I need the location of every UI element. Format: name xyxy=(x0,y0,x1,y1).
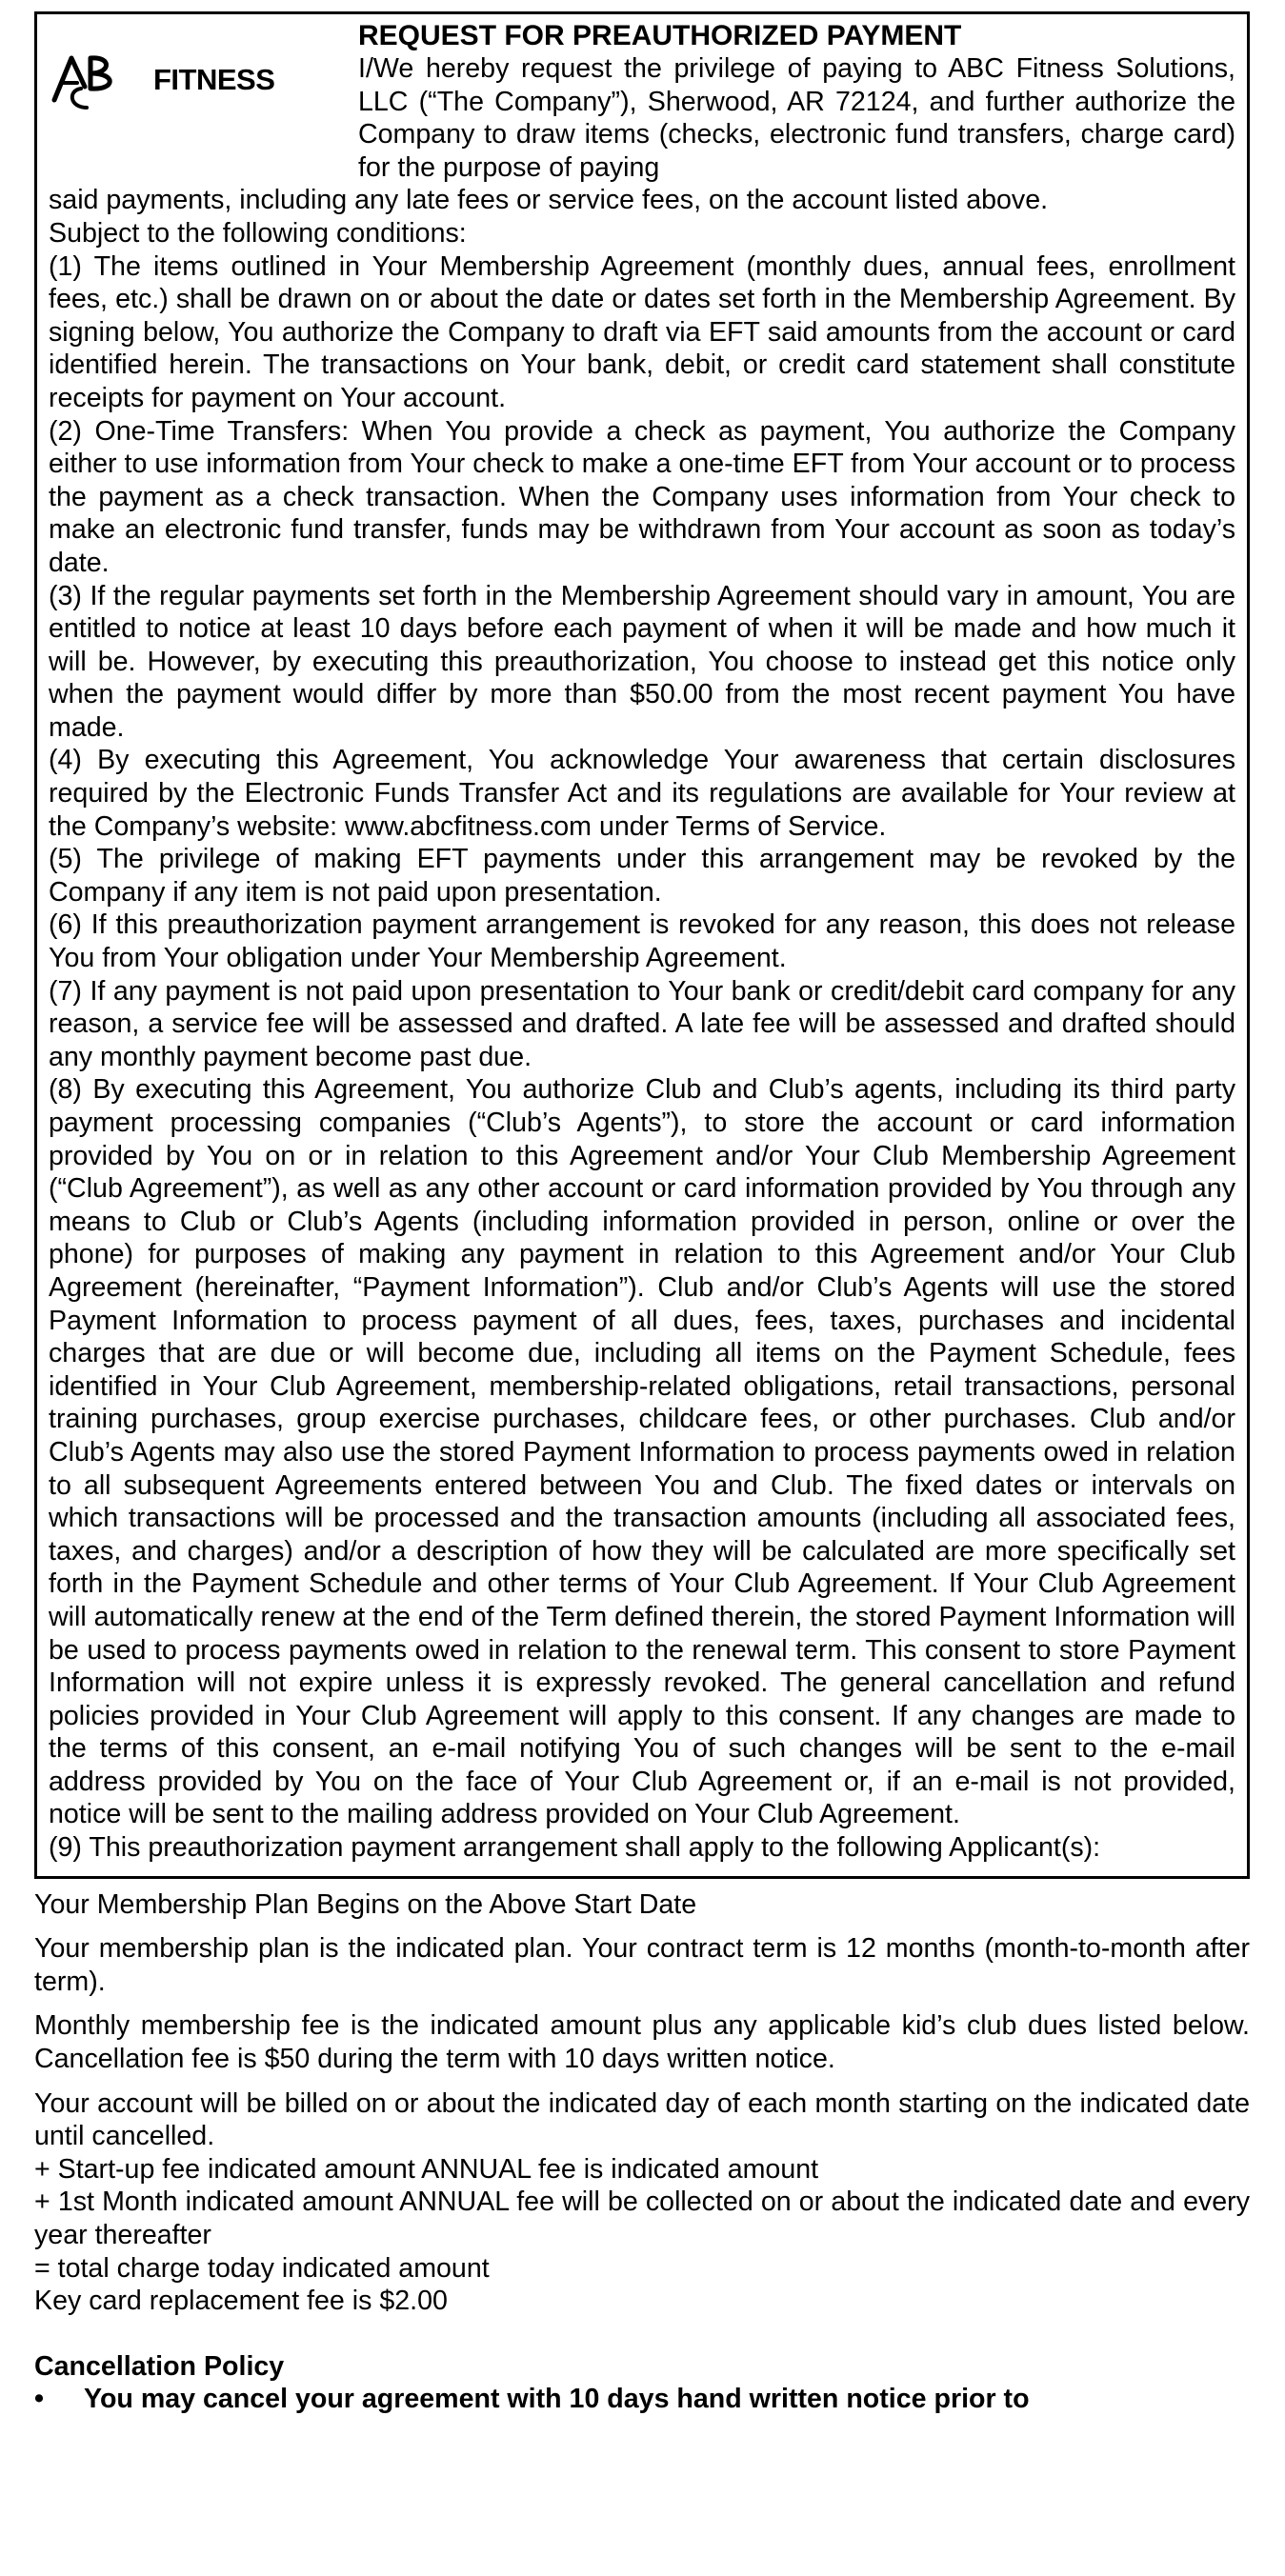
conditions-intro: Subject to the following conditions: xyxy=(49,217,467,249)
membership-fee: Monthly membership fee is the indicated amount plus any applicable kid’s club dues listed below. Cancellation fee is $50 during the term with 10 days written notice. xyxy=(34,2010,1250,2075)
intro-tail: said payments, including any late fees or service fees, on the account listed above. xyxy=(49,185,1049,216)
condition-8: (8) By executing this Agreement, You authorize Club and Club’s agents, including its third party payment processing companies (“Club’s Agents”), to store the account or card information provided by You on or in relation to this Agreement and/or Your Club Membership Agreement (“Club Agreement”), as well as any other account or card information provided by You through any means to Club or Club’s Agents (including information provided in person, online or over the phone) for purposes of making any payment in relation to this Agreement and/or Your Club Agreement (hereinafter, “Payment Information”). Club and/or Club’s Agents will use the stored Payment Information to process payment of all dues, fees, taxes, purchases and incidental charges that are due or will become due, including all items on the Payment Schedule, fees identified in Your Club Agreement, membership-related obligations, retail transactions, personal training purchases, group exercise purchases, childcare fees, or other purchases. Club and/or Club’s Agents may also use the stored Payment Information to process payments owed in relation to all subsequent Agreements entered between You and Club. The fixed dates or intervals on which transactions will be processed and the transaction amounts (including all associated fees, taxes, and charges) and/or a description of how they will be calculated are more specifically set forth in the Payment Schedule and other terms of Your Club Agreement. If Your Club Agreement will automatically renew at the end of the Term defined therein, the stored Payment Information will be used to process payments owed in relation to the renewal term. This consent to store Payment Information will not expire unless it is expressly revoked. The general cancellation and refund policies provided in Your Club Agreement will apply to this consent. If any changes are made to the terms of this consent, an e-mail notifying You of such changes will be sent to the e-mail address provided by You on the face of Your Club Agreement or, if an e-mail is not provided, notice will be sent to the mailing address provided on Your Club Agreement. xyxy=(49,1074,1235,1830)
cancellation-policy-title: Cancellation Policy xyxy=(34,2350,285,2382)
startup-fee-line: + Start-up fee indicated amount ANNUAL fee is indicated amount xyxy=(34,2153,819,2185)
abc-fitness-logo xyxy=(49,20,358,110)
condition-2: (2) One-Time Transfers: When You provide a check as payment, You authorize the Company either to use information from Your check to make a one-time EFT from Your account or to process the payment as a check transaction. When the Company uses information from Your check to make an electronic fund transfer, funds may be withdrawn from Your account as soon as today’s date. xyxy=(49,415,1235,578)
condition-5: (5) The privilege of making EFT payments under this arrangement may be revoked by the Company if any item is not paid upon presentation. xyxy=(49,844,1235,908)
intro-head: I/We hereby request the privilege of paying to ABC Fitness Solutions, LLC (“The Company”), Sherwood, AR 72124, and further authorize the Company to draw items (checks, electronic fund transfers, charge card) for the purpose of paying xyxy=(358,53,1235,183)
form-title: REQUEST FOR PREAUTHORIZED PAYMENT xyxy=(358,20,962,51)
abc-logo-mark-icon xyxy=(49,45,148,110)
total-charge-line: = total charge today indicated amount xyxy=(34,2252,490,2284)
header-text-block xyxy=(358,20,1235,184)
bullet-icon: • xyxy=(34,2384,45,2415)
membership-billing: Your account will be billed on or about the indicated day of each month starting on the indicated date until cancelled. xyxy=(34,2087,1250,2152)
form-header xyxy=(49,20,1235,184)
preauthorization-form-box xyxy=(34,11,1250,1879)
membership-term: Your membership plan is the indicated plan. Your contract term is 12 months (month-to-month after term). xyxy=(34,1933,1250,1997)
condition-7: (7) If any payment is not paid upon presentation to Your bank or credit/debit card company for any reason, a service fee will be assessed and drafted. A late fee will be assessed and drafted should any monthly payment become past due. xyxy=(49,975,1235,1072)
condition-4: (4) By executing this Agreement, You acknowledge Your awareness that certain disclosures required by the Electronic Funds Transfer Act and its regulations are available for Your review at the Company’s website: www.abcfitness.com under Terms of Service. xyxy=(49,745,1235,842)
cancellation-bullet-1 xyxy=(34,2383,1250,2416)
condition-6: (6) If this preauthorization payment arrangement is revoked for any reason, this does not release You from Your obligation under Your Membership Agreement. xyxy=(49,909,1235,974)
membership-heading: Your Membership Plan Begins on the Above Start Date xyxy=(34,1888,697,1920)
cancellation-bullet-1-text: You may cancel your agreement with 10 days hand written notice prior to xyxy=(84,2384,1030,2415)
first-month-line: + 1st Month indicated amount ANNUAL fee will be collected on or about the indicated date and every year thereafter xyxy=(34,2187,1250,2250)
keycard-fee-line: Key card replacement fee is $2.00 xyxy=(34,2286,448,2317)
membership-section xyxy=(34,1888,1250,2416)
condition-1: (1) The items outlined in Your Membership Agreement (monthly dues, annual fees, enrollment fees, etc.) shall be drawn on or about the date or dates set forth in the Membership Agreement. By signing below, You authorize the Company to draft via EFT said amounts from the account or card identified herein. The transactions on Your bank, debit, or credit card statement shall constitute receipts for payment on Your account. xyxy=(49,250,1235,413)
condition-3: (3) If the regular payments set forth in the Membership Agreement should vary in amount, You are entitled to notice at least 10 days before each payment of when it will be made and how much it will be. However, by executing this preauthorization, You choose to instead get this notice only when the payment would differ by more than $50.00 from the most recent payment You have made. xyxy=(49,580,1235,743)
document-page xyxy=(34,11,1250,2416)
logo-text: FITNESS xyxy=(153,62,275,96)
condition-9: (9) This preauthorization payment arrangement shall apply to the following Applicant(s): xyxy=(49,1832,1101,1864)
